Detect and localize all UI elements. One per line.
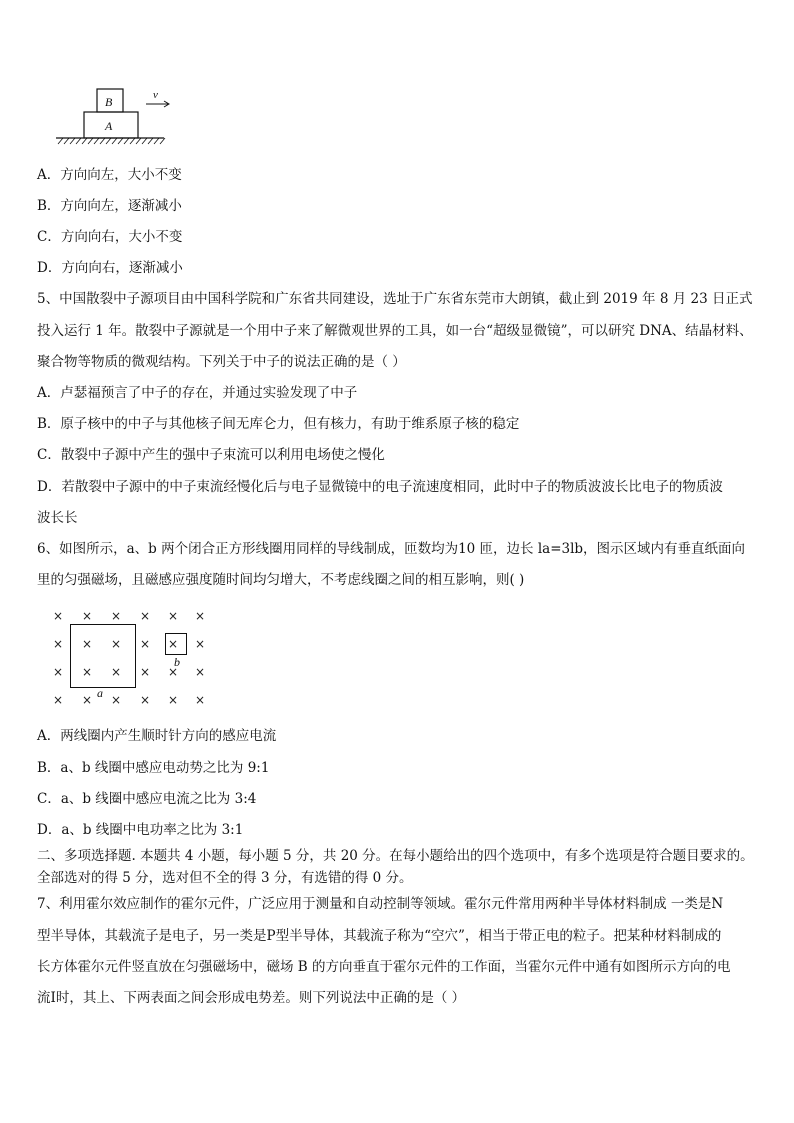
magnetic-field-figure xyxy=(40,600,220,710)
q5-stem-line-1: 5、中国散裂中子源项目由中国科学院和广东省共同建设，选址于广东省东莞市大朗镇，截止到 2019 年 8 月 23 日正式 xyxy=(37,291,753,307)
coil-b-label: b xyxy=(174,655,180,669)
field-x-mark: × xyxy=(82,609,93,623)
field-x-mark: × xyxy=(168,665,179,679)
coil-b xyxy=(165,633,187,655)
coil-a xyxy=(70,624,136,688)
field-x-mark: × xyxy=(82,637,93,651)
q5-option-d-continued: 波长长 xyxy=(37,510,78,526)
q5-option-c: C．散裂中子源中产生的强中子束流可以利用电场使之慢化 xyxy=(37,447,385,463)
label-v: v xyxy=(153,89,158,101)
field-x-mark: × xyxy=(82,665,93,679)
q6-stem-line-1: 6、如图所示，a、b 两个闭合正方形线圈用同样的导线制成，匝数均为10 匝，边长 la=3lb，图示区域内有垂直纸面向 xyxy=(37,541,746,557)
q5-option-d: D．若散裂中子源中的中子束流经慢化后与电子显微镜中的电子流速度相同，此时中子的物质波波长比电子的物质波 xyxy=(37,479,723,495)
field-x-mark: × xyxy=(111,609,122,623)
field-x-mark: × xyxy=(195,693,206,707)
field-x-mark: × xyxy=(195,665,206,679)
q6-stem-line-2: 里的匀强磁场，且磁感应强度随时间均匀增大，不考虑线圈之间的相互影响，则( ) xyxy=(37,572,525,588)
q5-option-a: A．卢瑟福预言了中子的存在，并通过实验发现了中子 xyxy=(37,385,358,401)
field-x-mark: × xyxy=(111,693,122,707)
section-2-header-line-2: 全部选对的得 5 分，选对但不全的得 3 分，有选错的得 0 分。 xyxy=(37,870,413,886)
field-x-mark: × xyxy=(168,609,179,623)
field-x-mark: × xyxy=(111,665,122,679)
q5-stem-line-2: 投入运行 1 年。散裂中子源就是一个用中子来了解微观世界的工具，如一台“超级显微镜”，可以研究 DNA、结晶材料、 xyxy=(37,323,753,339)
q4-option-c: C．方向向右，大小不变 xyxy=(37,229,183,245)
q5-stem-line-3: 聚合物等物质的微观结构。下列关于中子的说法正确的是（ ） xyxy=(37,354,406,370)
field-x-mark: × xyxy=(168,693,179,707)
q4-option-d: D．方向向右，逐渐减小 xyxy=(37,260,183,276)
field-x-mark: × xyxy=(53,665,64,679)
field-x-mark: × xyxy=(140,665,151,679)
q7-stem-line-2: 型半导体，其载流子是电子，另一类是P型半导体，其载流子称为“空穴”，相当于带正电的粒子。把某种材料制成的 xyxy=(37,928,722,944)
field-x-mark: × xyxy=(140,693,151,707)
coil-a-label: a xyxy=(97,686,103,700)
field-x-mark: × xyxy=(195,609,206,623)
field-x-mark: × xyxy=(168,637,179,651)
field-x-mark: × xyxy=(195,637,206,651)
field-x-mark: × xyxy=(111,637,122,651)
section-2-header-line-1: 二、多项选择题. 本题共 4 小题，每小题 5 分，共 20 分。在每小题给出的四个选项中，有多个选项是符合题目要求的。 xyxy=(37,848,754,864)
field-x-mark: × xyxy=(53,637,64,651)
q6-option-b: B．a、b 线圈中感应电动势之比为 9:1 xyxy=(37,760,270,776)
field-x-mark: × xyxy=(140,637,151,651)
field-x-mark: × xyxy=(53,609,64,623)
q6-option-c: C．a、b 线圈中感应电流之比为 3:4 xyxy=(37,791,257,807)
q7-stem-line-4: 流I时，其上、下两表面之间会形成电势差。则下列说法中正确的是（ ） xyxy=(37,990,466,1006)
q6-option-d: D．a、b 线圈中电功率之比为 3:1 xyxy=(37,822,244,838)
q5-option-b: B．原子核中的中子与其他核子间无库仑力，但有核力，有助于维系原子核的稳定 xyxy=(37,416,520,432)
q7-stem-line-3: 长方体霍尔元件竖直放在匀强磁场中，磁场 B 的方向垂直于霍尔元件的工作面，当霍尔元件中通有如图所示方向的电 xyxy=(37,959,731,975)
q4-option-a: A．方向向左，大小不变 xyxy=(37,167,182,183)
label-a: A xyxy=(105,119,113,133)
field-x-mark: × xyxy=(53,693,64,707)
ground-hatch xyxy=(58,138,165,144)
block-diagram xyxy=(52,86,182,148)
field-x-mark: × xyxy=(140,609,151,623)
q6-option-a: A．两线圈内产生顺时针方向的感应电流 xyxy=(37,728,277,744)
label-b: B xyxy=(105,95,113,109)
q7-stem-line-1: 7、利用霍尔效应制作的霍尔元件，广泛应用于测量和自动控制等领域。霍尔元件常用两种半导体材料制成 一类是N xyxy=(37,896,724,912)
q4-option-b: B．方向向左，逐渐减小 xyxy=(37,198,182,214)
field-x-mark: × xyxy=(82,693,93,707)
